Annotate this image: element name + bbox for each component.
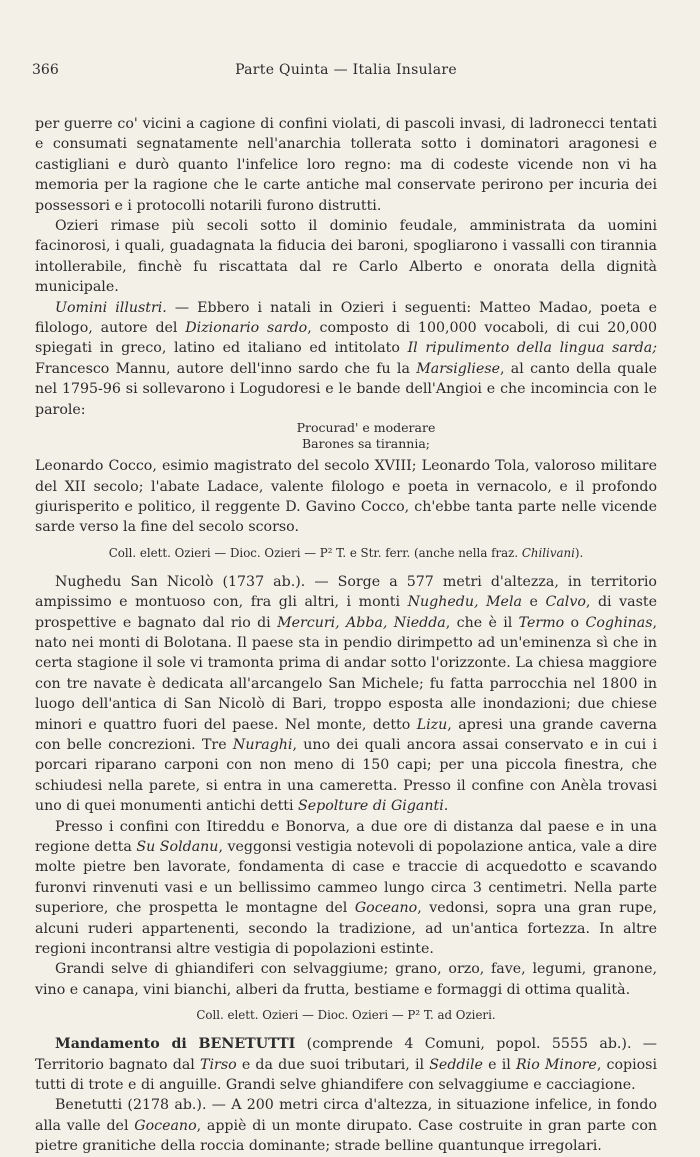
paragraph-2: Ozieri rimase più secoli sotto il dominio feudale, amministrata da uomini facinorosi, i quali, guadagnata la fiducia dei baroni, spogliarono i vassalli con tirannia intollerabile, finchè fu riscattata dal re Carlo Alberto e onorata della dignità municipale. — [35, 218, 657, 296]
page-header — [32, 62, 660, 84]
poem-line: Barones sa tirannia; — [301, 436, 431, 452]
paragraph-1: per guerre co' vicini a cagione di confini violati, di pascoli invasi, di ladronecci tentati e consumati segnatamente nell'anarchia tollerata sotto i dominatori aragonesi e castigliani e durò quanto l'infelice loro regno: ma di codeste vicende non vi ha memoria per la ragione che le carte antiche mal conservate perirono per incuria dei possessori e i protocolli notarili furono distrutti. — [35, 116, 657, 214]
anthem-name: Marsigliese — [416, 360, 501, 377]
page-number: 366 — [32, 62, 59, 78]
electoral-note: Coll. elett. Ozieri — Dioc. Ozieri — P² T. ad Ozieri. — [196, 1008, 496, 1023]
paragraph-nughedu: Nughedu San Nicolò (1737 ab.). — Sorge a 577 metri d'altezza, in territorio ampissimo e montuoso con, fra gli altri, i monti Nughedu, Mela e Calvo, di vaste prospettive e bagnato dal rio di Mercuri, Abba, Niedda, che è il Termo o Coghinas, nato nei monti di Bolotana. Il paese sta in pendio dirimpetto ad un'eminenza sì che in certa stagione il sole vi tramonta prima di andar sotto l'orizzonte. La chiesa maggiore con tre navate è dedicata all'arcangelo San Michele; fu fatta parrocchia nel 1800 in luogo dell'antica di San Nicolò di Bari, troppo esposta alle inondazioni; due chiese minori e quattro fuori del paese. Nel monte, detto Lizu, apresi una grande caverna con belle concrezioni. Tre Nuraghi, uno dei quali ancora assai conservato e in cui i porcari riparano carponi con non meno di 150 capi; per una piccola finestra, che schiudesi nella parete, si entra in una cameretta. Presso il confine con Anèla trovasi uno di quei monumenti antichi detti Sepolture di Giganti. — [35, 573, 658, 815]
paragraph-benetutti: Benetutti (2178 ab.). — A 200 metri circa d'altezza, in situazione infelice, in fondo alla valle del Goceano, appiè di un monte dirupato. Case costruite in gran parte con pietre granitiche della roccia dominante; strade belline quantunque irregolari. — [35, 1097, 657, 1155]
page-body — [35, 114, 657, 1157]
paragraph-6: Presso i confini con Itireddu e Bonorva, a due ore di distanza dal paese e in una regione detta Su Soldanu, veggonsi vestigia notevoli di popolazione antica, vale a dire molte pietre ben lavorate, fondamenta di case e traccie di acquedotto e scavando furonvi rinvenuti vasi e un bellissimo cammeo lungo circa 3 centimetri. Nella parte superiore, che prospetta le montagne del Goceano, vedonsi, sopra una gran rupe, alcuni ruderi appartenenti, secondo la tradizione, ad un'antica fortezza. In altre regioni incontransi altre vestigia di popolazioni estinte. — [35, 818, 658, 958]
paragraph-benetutti-district: Mandamento di BENETUTTI (comprende 4 Comuni, popol. 5555 ab.). — Territorio bagnato dal Tirso e da due suoi tributari, il Seddile e il Rio Minore, copiosi tutti di trote e di anguille. Grandi selve ghiandifere con selvaggiume e cacciagione. — [35, 1036, 657, 1094]
entry-heading: Mandamento di BENETUTTI — [55, 1036, 296, 1053]
poem-quote — [35, 420, 657, 452]
electoral-note: Coll. elett. Ozieri — Dioc. Ozieri — P² T. e Str. ferr. (anche nella fraz. Chilivani). — [108, 545, 584, 560]
paragraph-illustrious-men: Uomini illustri. — Ebbero i natali in Ozieri i seguenti: Matteo Madao, poeta e filologo, autore del Dizionario sardo, composto di 100,000 vocaboli, di cui 20,000 spiegati in greco, latino ed italiano ed intitolato Il ripulimento della lingua sarda; Francesco Mannu, autore dell'inno sardo che fu la Marsigliese, al canto della quale nel 1795-96 si sollevarono i Logudoresi e le bande dell'Angioi e che incomincia con le parole: — [35, 299, 658, 418]
poem-line: Procurad' e moderare — [296, 420, 436, 436]
book-title: Il ripulimento della lingua sarda; — [407, 340, 657, 357]
running-title: Parte Quinta — Italia Insulare — [235, 62, 457, 78]
section-label: Uomini illustri. — [55, 299, 167, 316]
paragraph-4: Leonardo Cocco, esimio magistrato del secolo XVIII; Leonardo Tola, valoroso militare del XII secolo; l'abate Ladace, valente filologo e poeta in vernacolo, e il profondo giurisperito e politico, il reggente D. Gavino Cocco, ch'ebbe tanta parte nelle vicende sarde verso la fine del secolo scorso. — [35, 458, 657, 536]
paragraph-7: Grandi selve di ghiandiferi con selvaggiume; grano, orzo, fave, legumi, granone, vino e canapa, vini bianchi, alberi da frutta, bestiame e formaggi di ottima qualità. — [35, 961, 657, 998]
entry-heading: Nughedu San Nicolò — [55, 573, 214, 590]
entry-heading: Benetutti — [55, 1097, 123, 1114]
book-title: Dizionario sardo — [185, 320, 308, 337]
